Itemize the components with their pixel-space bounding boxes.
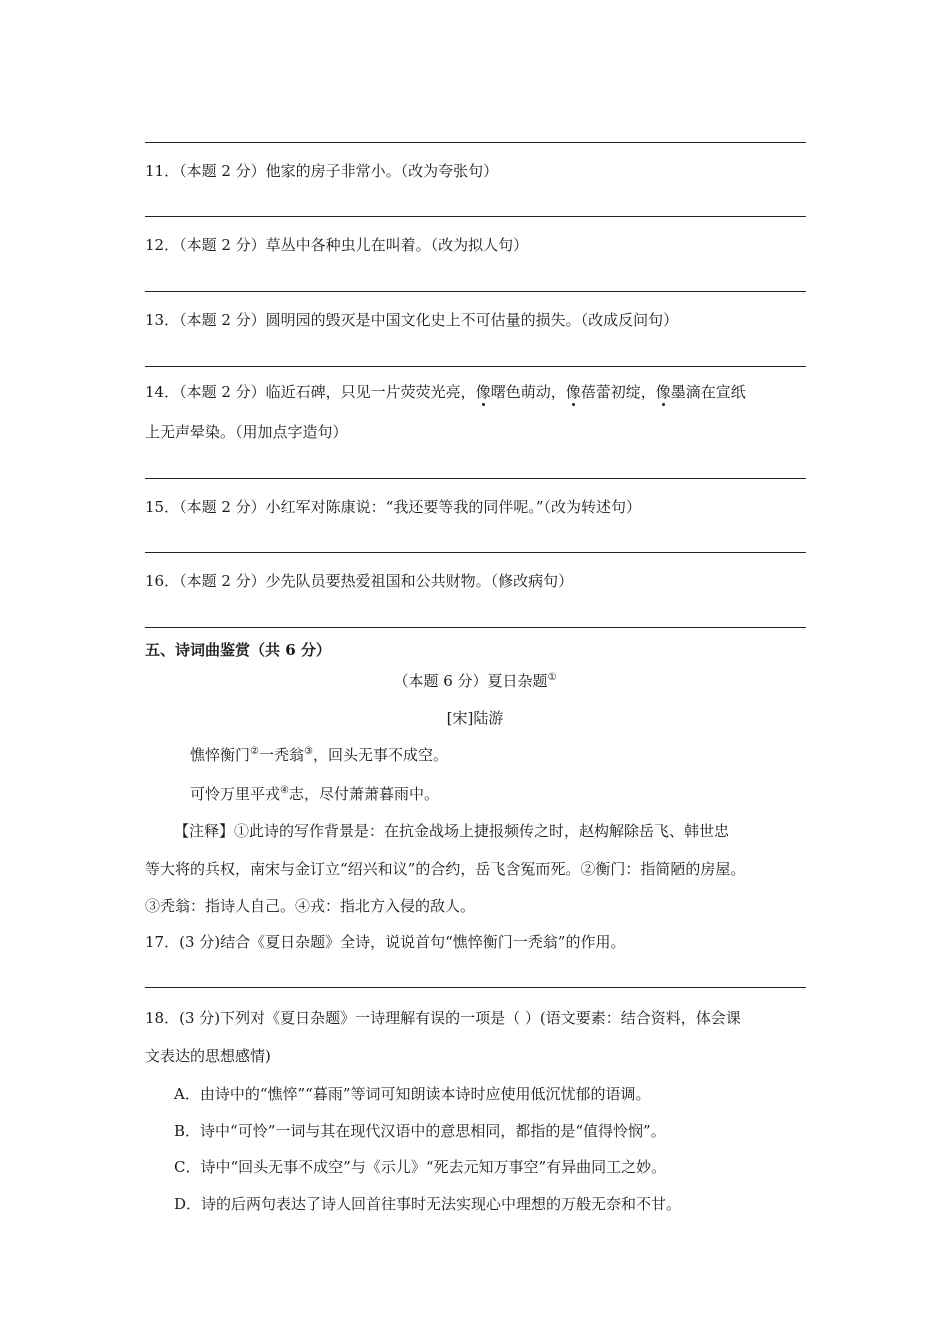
answer-line bbox=[145, 366, 806, 367]
answer-line bbox=[145, 627, 806, 628]
option-b[interactable]: B．诗中“可怜”一词与其在现代汉语中的意思相同，都指的是“值得怜悯”。 bbox=[174, 1122, 666, 1140]
answer-line bbox=[145, 552, 806, 553]
footnote-mark: ① bbox=[547, 672, 557, 683]
footnote-mark: ② bbox=[250, 746, 259, 757]
poem-author: [宋]陆游 bbox=[446, 709, 504, 727]
question-17: 17．(3 分)结合《夏日杂题》全诗，说说首句“憔悴衡门一秃翁”的作用。 bbox=[145, 933, 626, 951]
option-c[interactable]: C．诗中“回头无事不成空”与《示儿》“死去元知万事空”有异曲同工之妙。 bbox=[174, 1158, 667, 1176]
poem-note-cont: 等大将的兵权，南宋与金订立“绍兴和议”的合约，岳飞含冤而死。②衡门：指简陋的房屋。 bbox=[145, 860, 746, 878]
question-14: 14．（本题 2 分）临近石碑，只见一片荧荧光亮，像曙色萌动，像蓓蕾初绽，像墨滴在宣纸 bbox=[145, 383, 746, 401]
question-text: ．（本题 2 分）圆明园的毁灭是中国文化史上不可估量的损失。（改成反问句） bbox=[164, 311, 679, 329]
question-text: ．（本题 2 分）小红军对陈康说：“我还要等我的同伴呢。”（改为转述句） bbox=[164, 498, 642, 516]
answer-line bbox=[145, 291, 806, 292]
answer-line bbox=[145, 987, 806, 988]
section-heading: 五、诗词曲鉴赏（共 6 分） bbox=[145, 641, 331, 659]
footnote-mark: ③ bbox=[304, 746, 313, 757]
question-text: ．（本题 2 分）他家的房子非常小。（改为夸张句） bbox=[164, 162, 499, 180]
question-12 bbox=[145, 235, 528, 255]
poem-note: 【注释】①此诗的写作背景是：在抗金战场上捷报频传之时，赵构解除岳飞、韩世忠 bbox=[174, 822, 730, 840]
poem-verse-1: 憔悴衡门②一秃翁③，回头无事不成空。 bbox=[190, 746, 448, 764]
poem-note-cont: ③秃翁：指诗人自己。④戎：指北方入侵的敌人。 bbox=[145, 897, 476, 915]
question-number: 11 bbox=[145, 162, 165, 180]
emphasis-dot-char: 像 bbox=[655, 383, 671, 401]
emphasis-dot-char: 像 bbox=[475, 383, 491, 401]
poem-title: （本题 6 分）夏日杂题① bbox=[393, 672, 557, 690]
question-number: 14 bbox=[145, 383, 165, 401]
answer-line bbox=[145, 142, 806, 143]
question-number: 15 bbox=[145, 498, 165, 516]
option-d[interactable]: D．诗的后两句表达了诗人回首往事时无法实现心中理想的万般无奈和不甘。 bbox=[174, 1195, 682, 1213]
question-18-cont: 文表达的思想感情) bbox=[145, 1047, 271, 1065]
poem-verse-2: 可怜万里平戎④志，尽付萧萧暮雨中。 bbox=[190, 785, 439, 803]
question-16 bbox=[145, 571, 573, 591]
question-number: 13 bbox=[145, 311, 165, 329]
answer-line bbox=[145, 216, 806, 217]
question-text: ．（本题 2 分）草丛中各种虫儿在叫着。（改为拟人句） bbox=[164, 236, 529, 254]
question-15 bbox=[145, 497, 641, 517]
question-18: 18．(3 分)下列对《夏日杂题》一诗理解有误的一项是（ ）(语文要素：结合资料，体会课 bbox=[145, 1009, 741, 1027]
emphasis-dot-char: 像 bbox=[565, 383, 581, 401]
footnote-mark: ④ bbox=[280, 785, 289, 796]
question-14-cont: 上无声晕染。（用加点字造句） bbox=[145, 423, 348, 441]
option-a[interactable]: A．由诗中的“憔悴”“暮雨”等词可知朗读本诗时应使用低沉忧郁的语调。 bbox=[174, 1085, 651, 1103]
question-11 bbox=[145, 161, 498, 181]
question-number: 12 bbox=[145, 236, 165, 254]
question-13 bbox=[145, 310, 678, 330]
answer-line bbox=[145, 478, 806, 479]
question-number: 16 bbox=[145, 572, 165, 590]
question-text: ．（本题 2 分）少先队员要热爱祖国和公共财物。（修改病句） bbox=[164, 572, 574, 590]
